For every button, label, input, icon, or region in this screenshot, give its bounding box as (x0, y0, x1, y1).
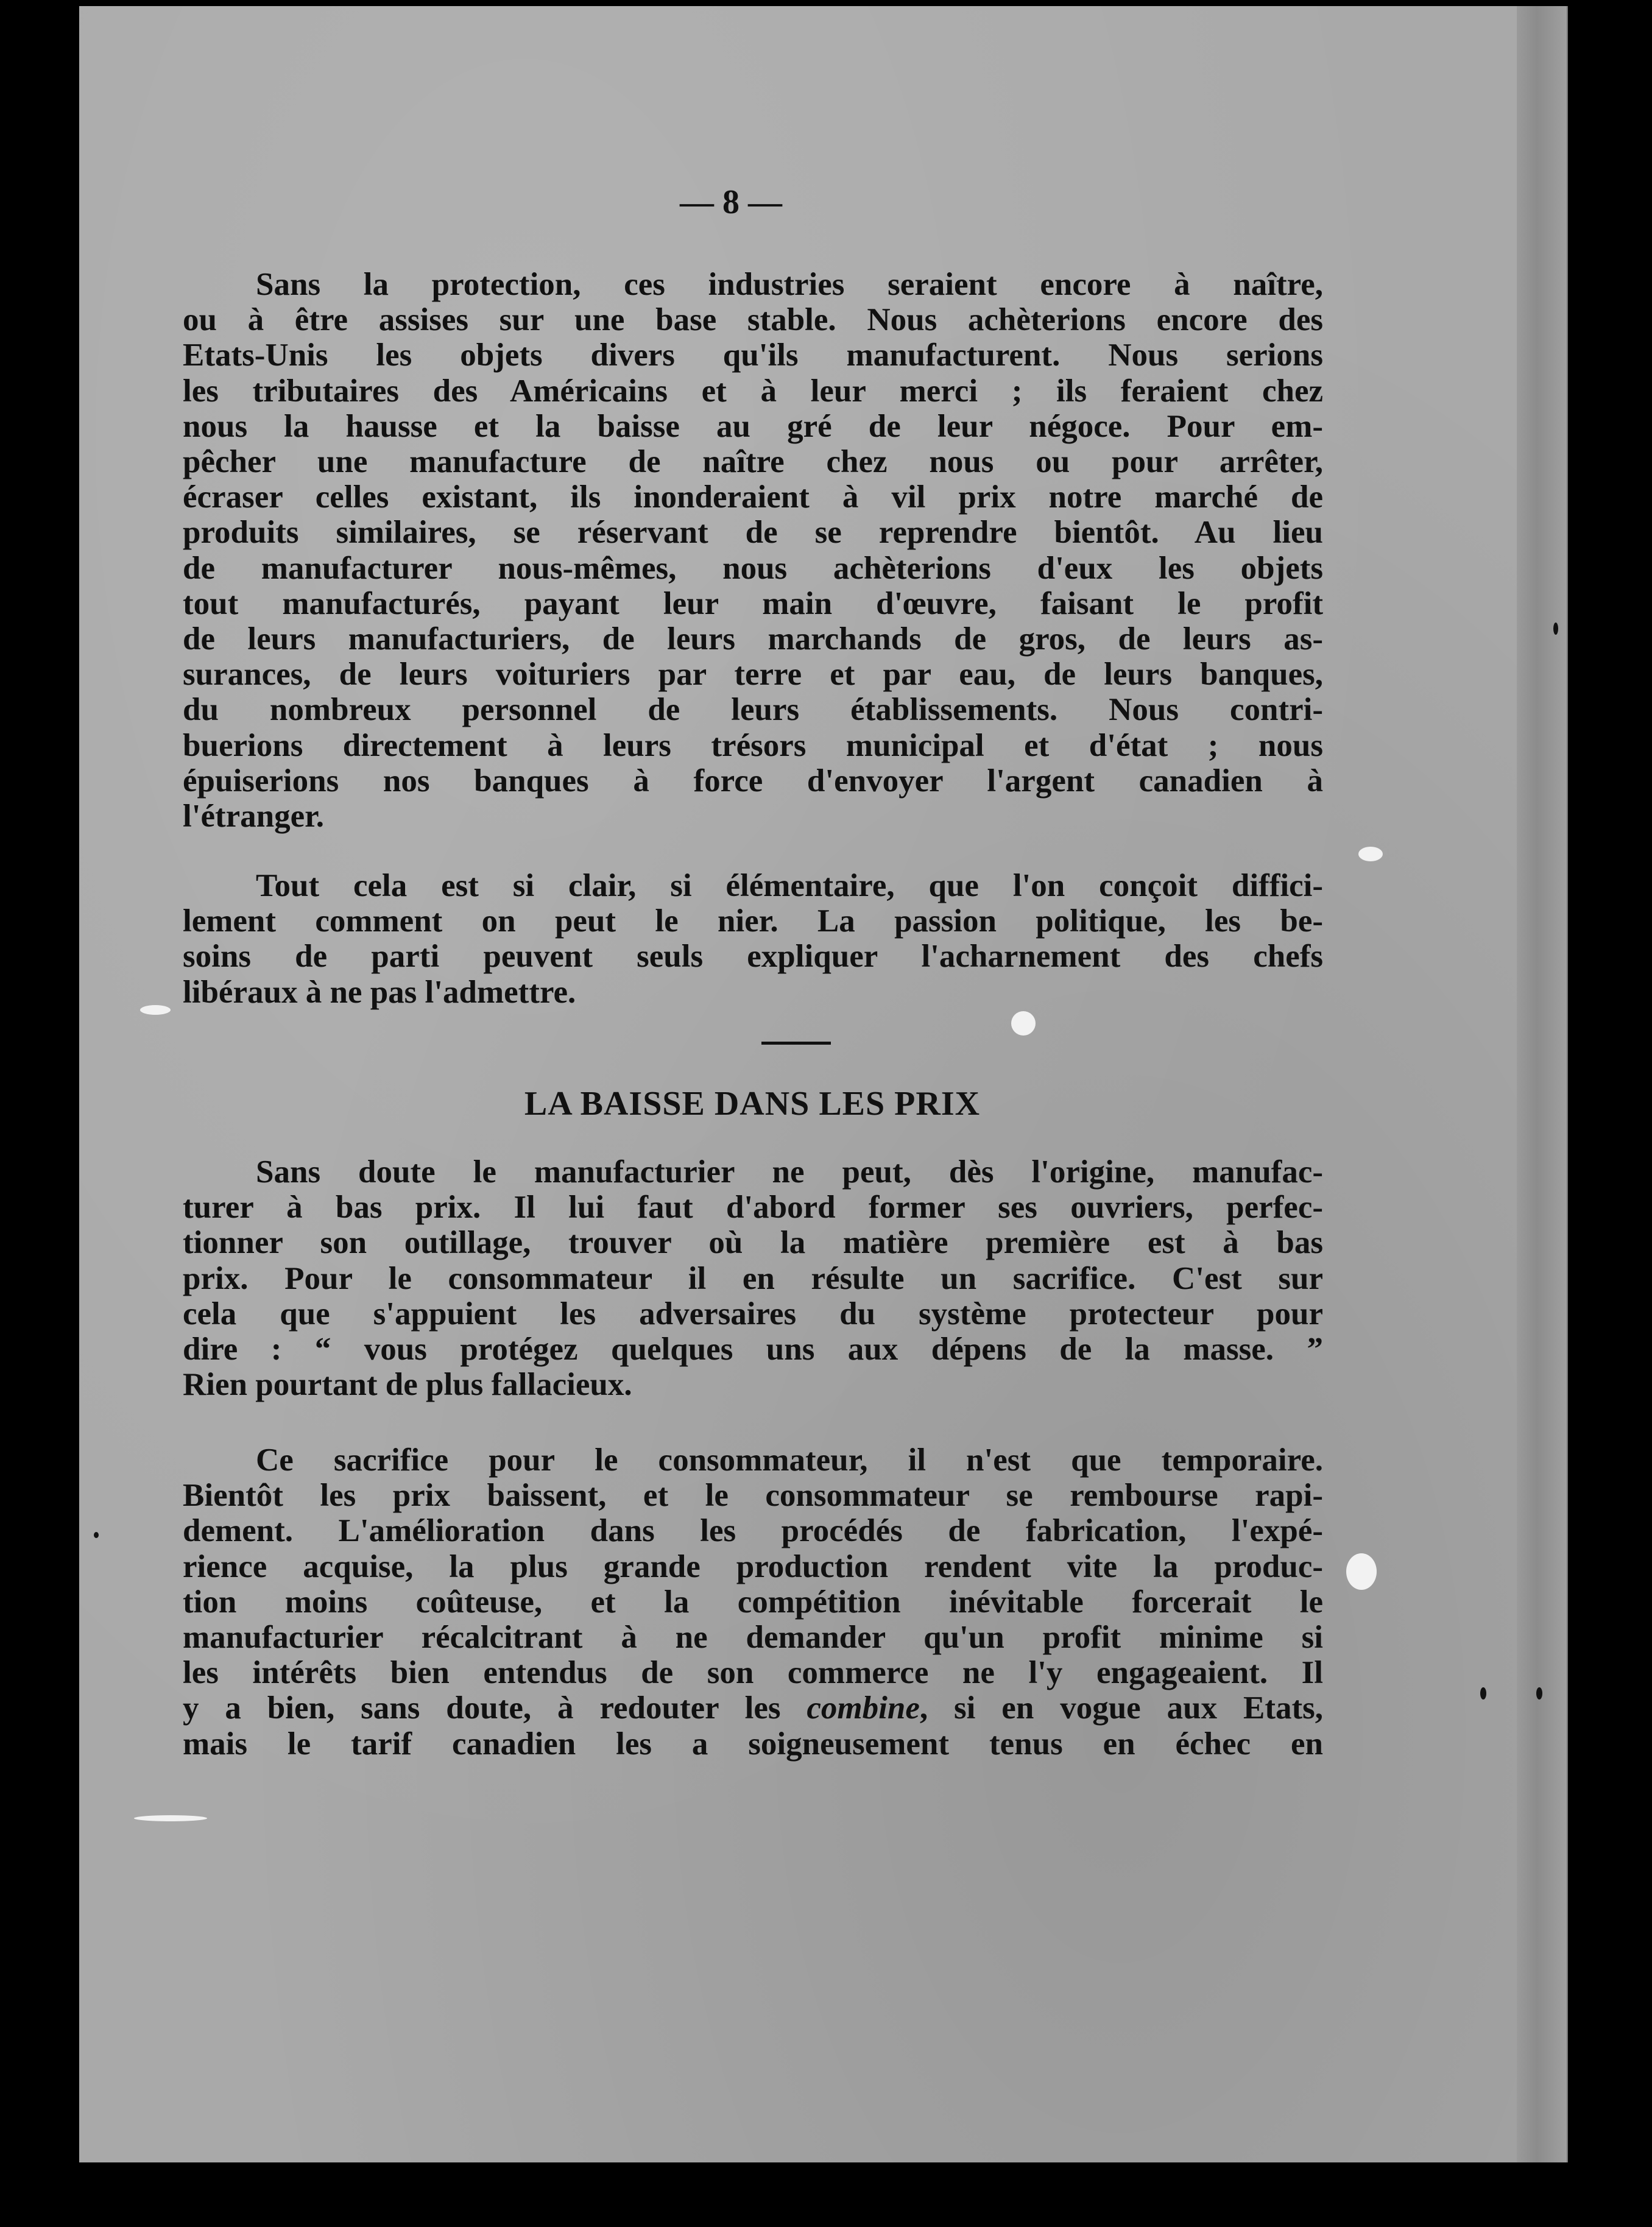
text-line: rience acquise, la plus grande production rendent vite la produc- (183, 1548, 1323, 1584)
text-line: de leurs manufacturiers, de leurs marchands de gros, de leurs as- (183, 621, 1323, 657)
text-line: Sans doute le manufacturier ne peut, dès l'origine, manufac- (256, 1154, 1323, 1190)
text-line: lement comment on peut le nier. La passion politique, les be- (183, 903, 1323, 939)
ink-mark (1480, 1687, 1486, 1699)
text-line: les tributaires des Américains et à leur merci ; ils feraient chez (183, 373, 1323, 409)
text-line: dire : “ vous protégez quelques uns aux dépens de la masse. ” (183, 1332, 1323, 1368)
text-line: surances, de leurs voituriers par terre et par eau, de leurs banques, (183, 657, 1323, 693)
text-line: cela que s'appuient les adversaires du système protecteur pour (183, 1296, 1323, 1332)
text-line: prix. Pour le consommateur il en résulte un sacrifice. C'est sur (183, 1260, 1323, 1296)
text-line: dement. L'amélioration dans les procédés de fabrication, l'expé- (183, 1513, 1323, 1549)
text-line: Bientôt les prix baissent, et le consommateur se rembourse rapi- (183, 1478, 1323, 1514)
text-line: tionner son outillage, trouver où la matière première est à bas (183, 1225, 1323, 1261)
text-line: Tout cela est si clair, si élémentaire, que l'on conçoit diffici- (256, 868, 1323, 903)
paragraph-3 (183, 1154, 1323, 1402)
paper-speck (1358, 847, 1383, 861)
text-line: du nombreux personnel de leurs établissements. Nous contri- (183, 692, 1323, 728)
text-line: manufacturier récalcitrant à ne demander qu'un profit minime si (183, 1620, 1323, 1656)
italic-word: combine (807, 1690, 920, 1726)
text-line: y a bien, sans doute, à redouter les combine, si en vogue aux Etats, (183, 1690, 1323, 1726)
text-line: l'étranger. (183, 799, 325, 835)
paper-speck (140, 1005, 171, 1015)
text-line: turer à bas prix. Il lui faut d'abord former ses ouvriers, perfec- (183, 1190, 1323, 1226)
paragraph-2 (183, 868, 1323, 1010)
ink-mark (94, 1532, 99, 1538)
ink-mark (1553, 623, 1558, 635)
text-line: Etats-Unis les objets divers qu'ils manufacturent. Nous serions (183, 337, 1323, 373)
text-line: tion moins coûteuse, et la compétition inévitable forcerait le (183, 1584, 1323, 1620)
paragraph-4 (183, 1442, 1323, 1762)
text-line: de manufacturer nous-mêmes, nous achèterions d'eux les objets (183, 550, 1323, 586)
page-edge (1567, 6, 1568, 2162)
paper-speck (134, 1815, 207, 1821)
text-line: Sans la protection, ces industries seraient encore à naître, (256, 267, 1323, 302)
text-line: libéraux à ne pas l'admettre. (183, 974, 576, 1010)
paper-speck (1011, 1011, 1036, 1036)
text-line: écraser celles existant, ils inonderaient à vil prix notre marché de (183, 479, 1323, 515)
page-fold-shadow (1517, 6, 1567, 2162)
text-line: ou à être assises sur une base stable. Nous achèterions encore des (183, 302, 1323, 338)
text-line: soins de parti peuvent seuls expliquer l'acharnement des chefs (183, 939, 1323, 975)
text-line: nous la hausse et la baisse au gré de leur négoce. Pour em- (183, 408, 1323, 444)
text-line: les intérêts bien entendus de son commerce ne l'y engageaient. Il (183, 1655, 1323, 1691)
section-divider (761, 1042, 831, 1045)
text-line: épuiserions nos banques à force d'envoyer l'argent canadien à (183, 763, 1323, 799)
text-line: Ce sacrifice pour le consommateur, il n'est que temporaire. (256, 1442, 1323, 1478)
text-line: tout manufacturés, payant leur main d'œuvre, faisant le profit (183, 585, 1323, 621)
text-line: mais le tarif canadien les a soigneusement tenus en échec en (183, 1726, 1323, 1762)
paper-speck (1346, 1553, 1377, 1590)
text-line: produits similaires, se réservant de se reprendre bientôt. Au lieu (183, 515, 1323, 551)
text-line: buerions directement à leurs trésors municipal et d'état ; nous (183, 727, 1323, 763)
text-line: Rien pourtant de plus fallacieux. (183, 1367, 632, 1403)
page-number: — 8 — (680, 183, 782, 221)
paragraph-1 (183, 267, 1323, 834)
section-heading: LA BAISSE DANS LES PRIX (524, 1085, 981, 1123)
text-line: pêcher une manufacture de naître chez nous ou pour arrêter, (183, 444, 1323, 480)
ink-mark (1536, 1687, 1542, 1699)
